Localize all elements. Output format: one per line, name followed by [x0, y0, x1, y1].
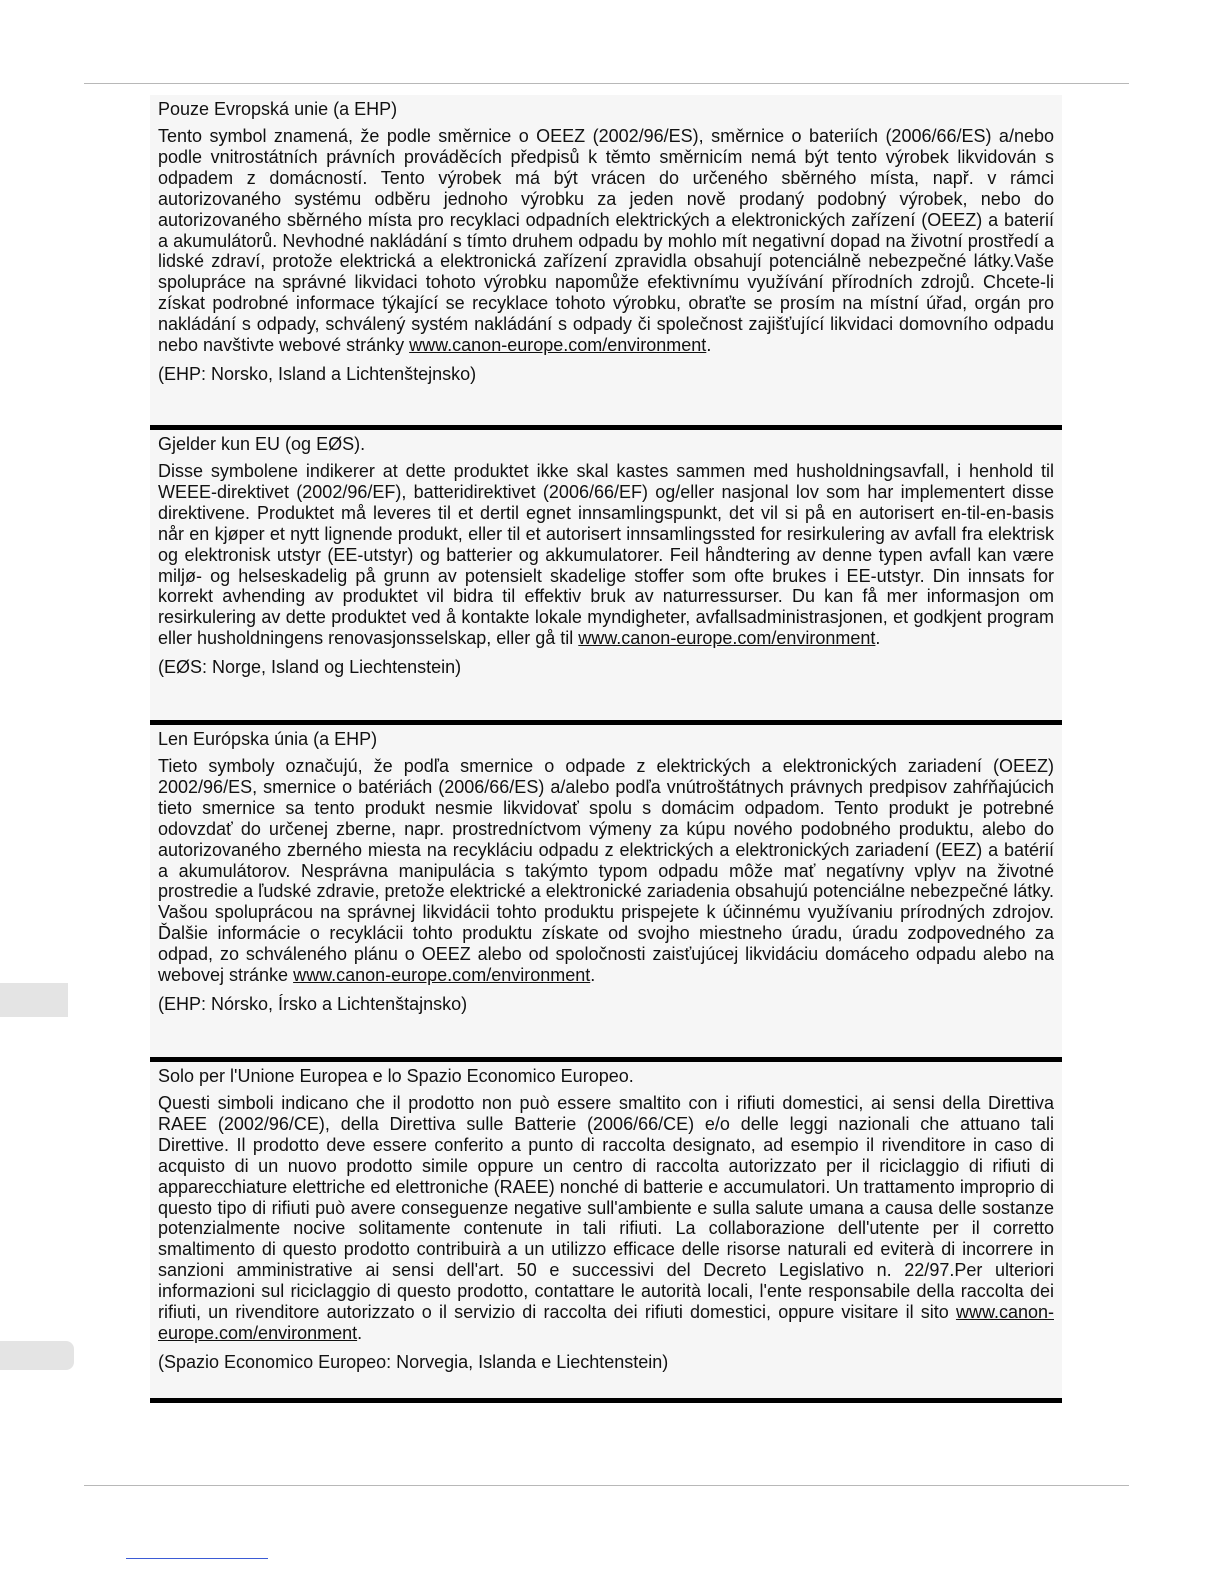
section-norwegian: [150, 430, 1062, 725]
environment-link[interactable]: www.canon-europe.com/environment: [158, 1302, 1054, 1343]
section-note: (EHP: Nórsko, Írsko a Lichtenštajnsko): [158, 993, 468, 1014]
body-period: .: [357, 1322, 363, 1343]
section-slovak: [150, 725, 1062, 1062]
document-body: [150, 95, 1062, 1403]
body-period: .: [706, 335, 712, 356]
footer-link-underline[interactable]: [126, 1558, 268, 1559]
section-title: Len Európska únia (a EHP): [158, 729, 378, 749]
side-index-tab[interactable]: [0, 983, 68, 1017]
section-italian: [150, 1062, 1062, 1403]
environment-link[interactable]: www.canon-europe.com/environment: [409, 335, 707, 356]
body-text: Questi simboli indicano che il prodotto non può essere smaltito con i rifiuti domestici, ai sensi della Direttiva RAEE (2002/96/CE), della Direttiva sulle Batterie (2006/66/CE) e/o delle leggi nazionali che attuano tali Direttive. Il prodotto deve essere conferito a punto di raccolta designato, ad esempio il rivenditore in caso di acquisto di un nuovo prodotto simile oppure un centro di raccolta autorizzato per il riciclaggio di rifiuti di apparecchiature elettriche ed elettroniche (RAEE) nonché di batterie e accumulatori. Un trattamento improprio di questo tipo di rifiuti può avere conseguenze negative sull'ambiente e sulla salute umana a causa delle sostanze potenzialmente nocive solitamente contenute in tali rifiuti. La collaborazione dell'utente per il corretto smaltimento di questo prodotto contribuirà a un utilizzo efficace delle risorse naturali ed eviterà di incorrere in sanzioni amministrative ai sensi dell'art. 50 e successivi del Decreto Legislativo n. 22/97.Per ulteriori informazioni sul riciclaggio di questo prodotto, contattare le autorità locali, l'ente responsabile della raccolta dei rifiuti, un rivenditore autorizzato o il servizio di raccolta dei rifiuti domestici, oppure visitare il sito: [158, 1093, 1054, 1323]
section-title: Solo per l'Unione Europea e lo Spazio Economico Europeo.: [158, 1066, 634, 1086]
section-body: [158, 126, 1054, 356]
body-period: .: [875, 628, 881, 649]
header-rule: [84, 83, 1129, 84]
section-title: Pouze Evropská unie (a EHP): [158, 99, 398, 119]
section-body: [158, 1093, 1054, 1344]
environment-link[interactable]: www.canon-europe.com/environment: [293, 965, 591, 986]
section-note: (EHP: Norsko, Island a Lichtenštejnsko): [158, 363, 477, 384]
body-period: .: [590, 965, 596, 986]
section-note: (EØS: Norge, Island og Liechtenstein): [158, 657, 462, 678]
body-text: Disse symbolene indikerer at dette produktet ikke skal kastes sammen med husholdningsavfall, i henhold til WEEE-direktivet (2002/96/EF), batteridirektivet (2006/66/EF) og/eller nasjonal lov som har implementert disse direktivene. Produktet må leveres til et dertil egnet innsamlingspunkt, det vil si på en autorisert en-til-en-basis når en kjøper et nytt lignende produkt, eller til et autorisert innsamlingssted for resirkulering av avfall fra elektrisk og elektronisk utstyr (EE-utstyr) og batterier og akkumulatorer. Feil håndtering av denne typen avfall kan være miljø- og helseskadelig på grunn av potensielt skadelige stoffer som ofte brukes i EE-utstyr. Din innsats for korrekt avhending av produktet vil bidra til effektiv bruk av naturressurser. Du kan få mer informasjon om resirkulering av dette produktet ved å kontakte lokale myndigheter, avfallsadministrasjonen, et godkjent program eller husholdningens renovasjonsselskap, eller gå til: [158, 461, 1054, 649]
section-body: [158, 756, 1054, 986]
section-body: [158, 461, 1054, 649]
body-text: Tento symbol znamená, že podle směrnice o OEEZ (2002/96/ES), směrnice o bateriích (2006/66/ES) a/nebo podle vnitrostátních právních prováděcích předpisů k těmto směrnicím nemá být tento výrobek likvidován s odpadem z domácností. Tento výrobek má být vrácen do určeného sběrného místa, např. v rámci autorizovaného systému odběru jednoho výrobku za jeden nově prodaný podobný výrobek, nebo do autorizovaného sběrného místa pro recyklaci odpadních elektrických a elektronických zařízení (OEEZ) a baterií a akumulátorů. Nevhodné nakládání s tímto druhem odpadu by mohlo mít negativní dopad na životní prostředí a lidské zdraví, protože elektrická a elektronická zařízení zpravidla obsahují potenciálně nebezpečné látky.Vaše spolupráce na správné likvidaci tohoto výrobku napomůže efektivnímu využívání přírodních zdrojů. Chcete-li získat podrobné informace týkající se recyklace tohoto výrobku, obraťte se prosím na místní úřad, orgán pro nakládání s odpady, schválený systém nakládání s odpady či společnost zajišťující likvidaci domovního odpadu nebo navštivte webové stránky: [158, 126, 1054, 356]
body-text: Tieto symboly označujú, že podľa smernice o odpade z elektrických a elektronických zariadení (OEEZ) 2002/96/ES, smernice o batériách (2006/66/ES) a/alebo podľa vnútroštátnych právnych predpisov zahŕňajúcich tieto smernice sa tento produkt nesmie likvidovať spolu s domácim odpadom. Tento produkt je potrebné odovzdať do určenej zberne, napr. prostredníctvom výmeny za kúpu nového podobného produktu, alebo do autorizovaného zberného miesta na recykláciu odpadu z elektrických a elektronických zariadení (EEZ) a batérií a akumulátorov. Nesprávna manipulácia s takýmto typom odpadu môže mať negatívny vplyv na životné prostredie a ľudské zdravie, pretože elektrické a elektronické zariadenia obsahujú potenciálne nebezpečné látky. Vašou spoluprácou na správnej likvidácii tohto produktu prispejete k účinnému využívaniu prírodných zdrojov. Ďalšie informácie o recyklácii tohto produktu získate od svojho miestneho úradu, úradu zodpovedného za odpad, zo schváleného plánu o OEEZ alebo od spoločnosti zaisťujúcej likvidáciu domáceho odpadu alebo na webovej stránke: [158, 756, 1054, 986]
section-title: Gjelder kun EU (og EØS).: [158, 434, 366, 454]
environment-link[interactable]: www.canon-europe.com/environment: [578, 628, 876, 649]
section-czech: [150, 95, 1062, 430]
side-index-tab-lower[interactable]: [0, 1341, 74, 1370]
footer-rule: [84, 1485, 1129, 1486]
section-note: (Spazio Economico Europeo: Norvegia, Islanda e Liechtenstein): [158, 1351, 669, 1372]
